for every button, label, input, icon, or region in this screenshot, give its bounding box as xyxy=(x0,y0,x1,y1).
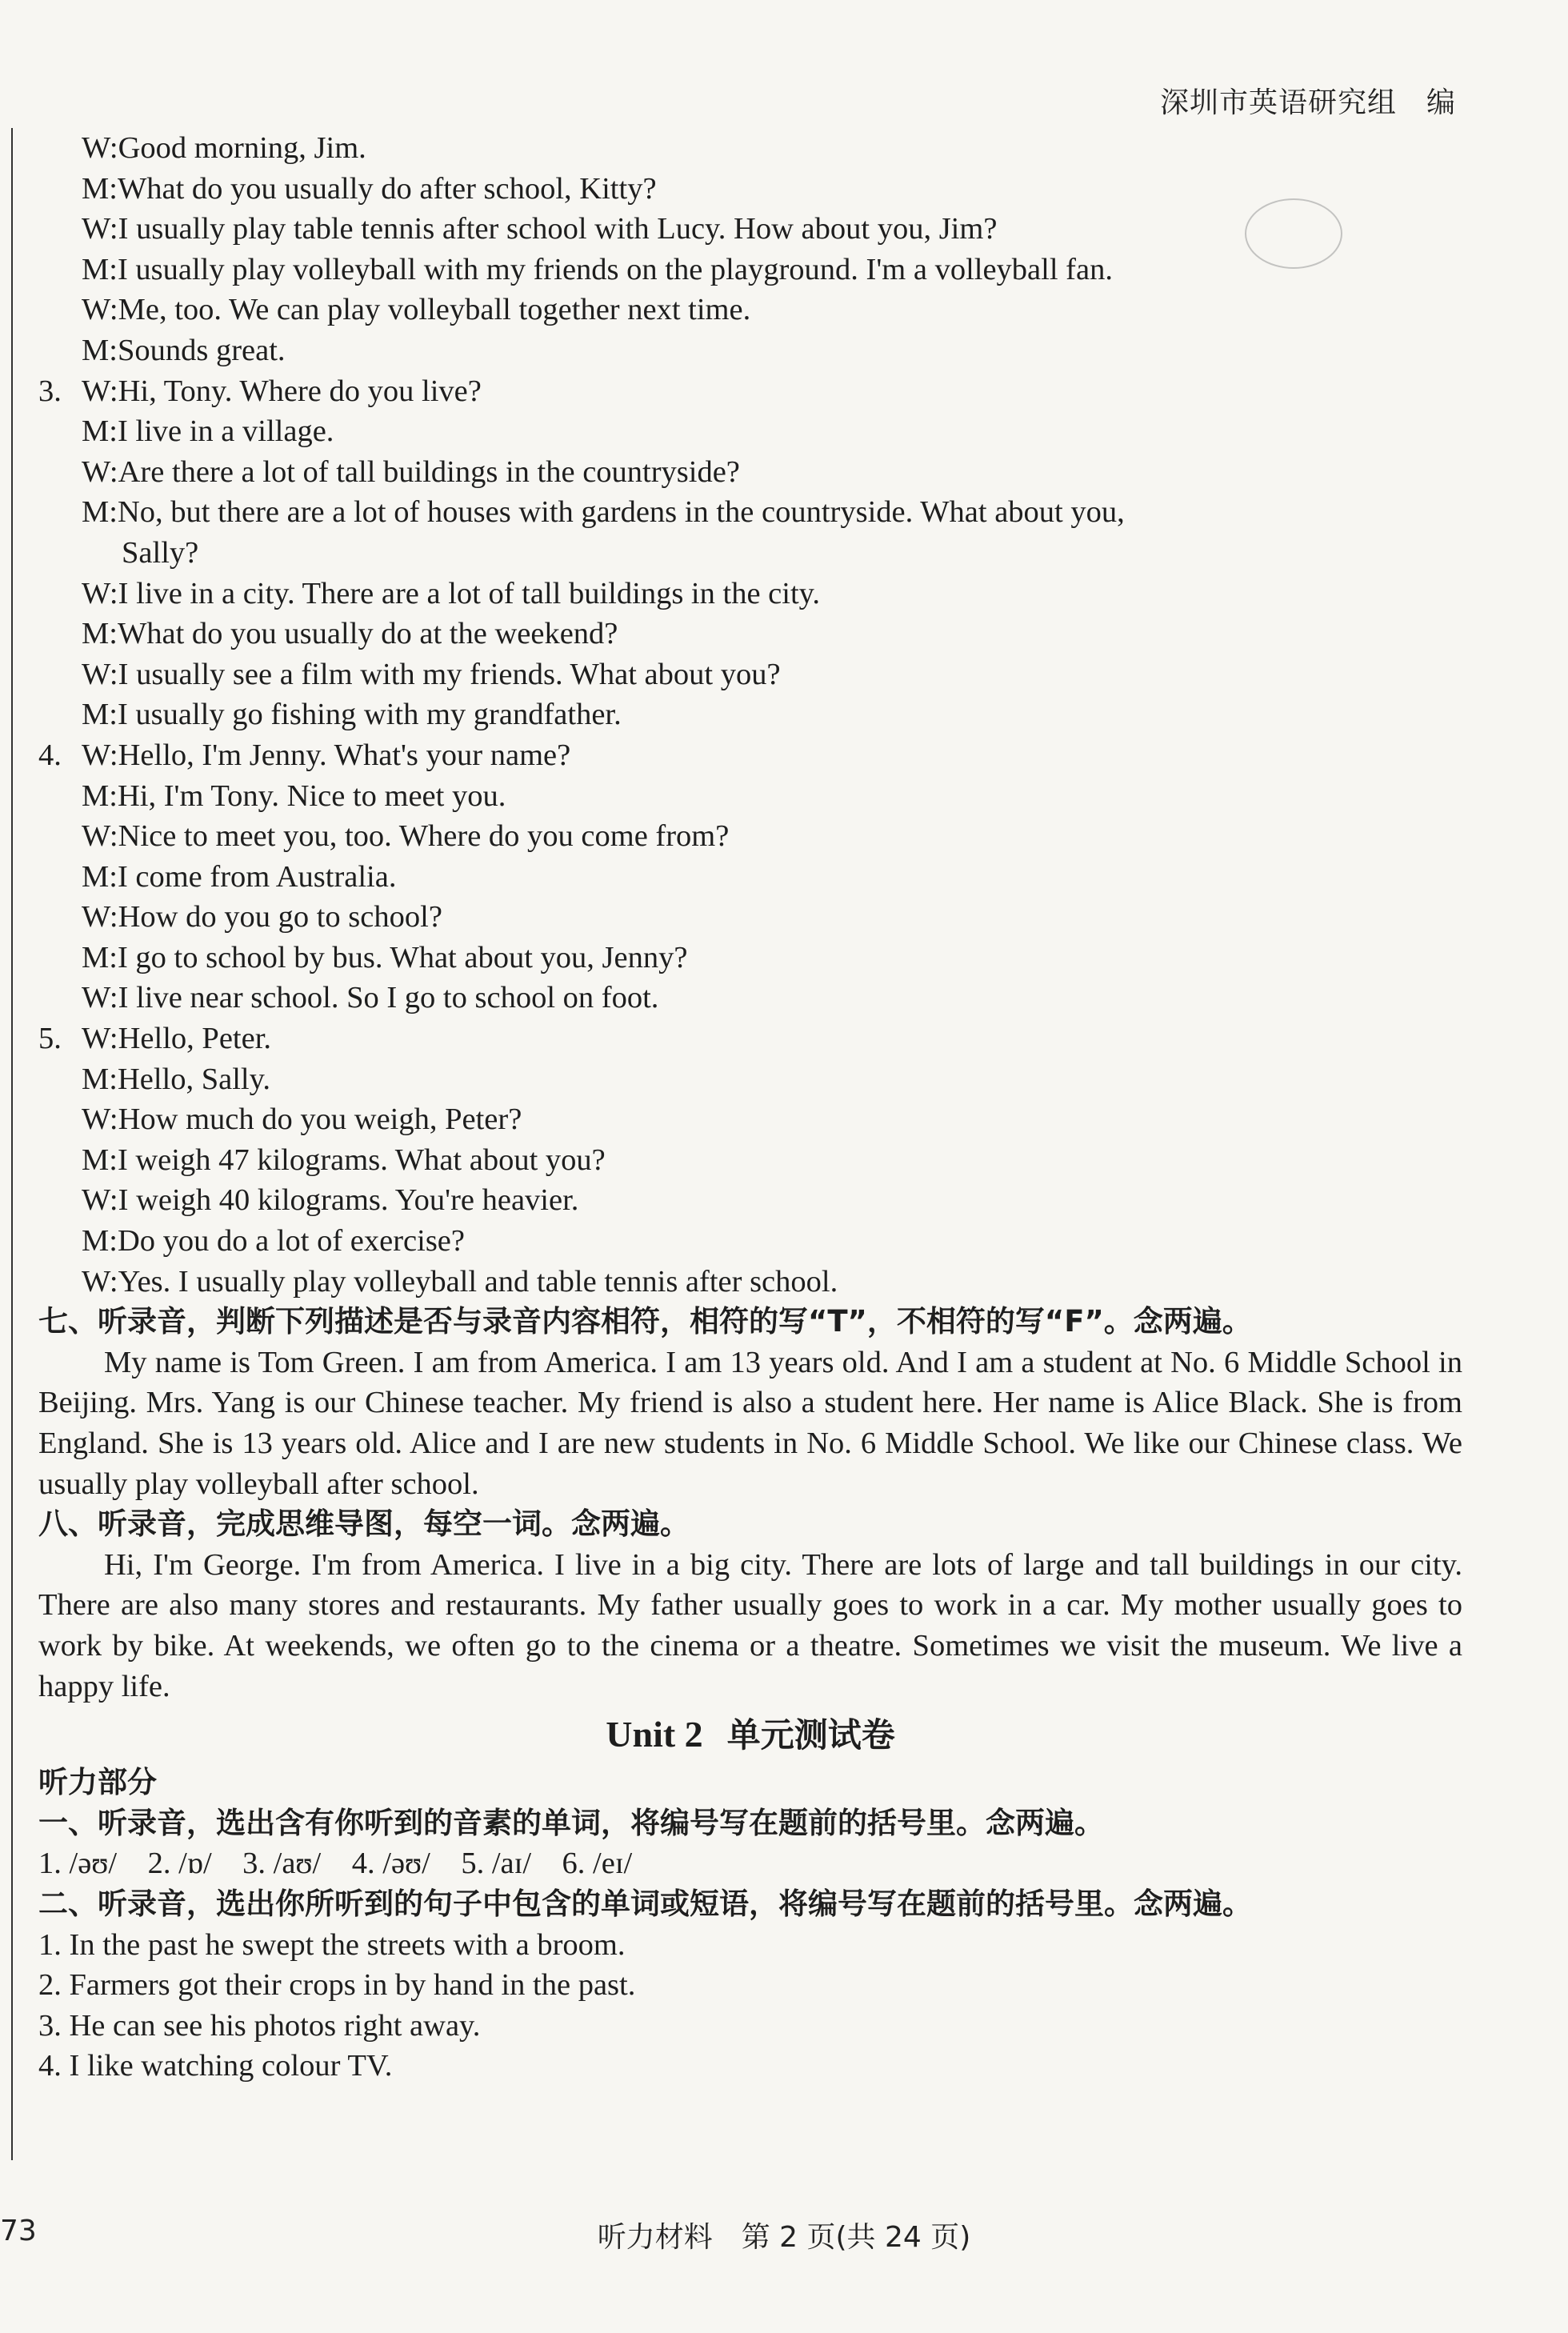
speaker-colon: : xyxy=(109,778,118,813)
dialogue-line xyxy=(38,574,1462,614)
speaker-label: W xyxy=(82,212,110,246)
dialogue-text: Hello, I'm Jenny. What's your name? xyxy=(118,738,571,772)
dialogue-line xyxy=(38,938,1462,978)
section-7-heading: 七、听录音，判断下列描述是否与录音内容相符，相符的写“T”，不相符的写“F”。念两遍。 xyxy=(38,1304,1252,1339)
dialogue-line xyxy=(38,1180,1462,1221)
dialogue-text: I usually play volleyball with my friends on the playground. I'm a volleyball fan. xyxy=(117,252,1113,286)
speaker-colon: : xyxy=(109,576,118,610)
dialogue-line xyxy=(38,209,1462,250)
item-number: 5. xyxy=(38,1022,62,1056)
speaker-colon: : xyxy=(109,1224,118,1259)
question-2-items xyxy=(38,1925,1462,2087)
dialogue-text: Hello, Peter. xyxy=(118,1022,272,1056)
dialogue-text: I usually go fishing with my grandfather. xyxy=(117,698,622,732)
dialogue-text: I live near school. So I go to school on foot. xyxy=(118,981,659,1015)
speaker-label: W xyxy=(82,900,110,934)
dialogue-block-2 xyxy=(38,574,1462,1303)
dialogue-line xyxy=(38,614,1462,654)
speaker-colon: : xyxy=(109,374,118,408)
speaker-colon: : xyxy=(109,657,118,691)
speaker-label: M xyxy=(82,171,110,206)
question-2-item: 3. He can see his photos right away. xyxy=(38,2008,481,2043)
dialogue-text: Do you do a lot of exercise? xyxy=(117,1224,465,1259)
speaker-colon: : xyxy=(109,940,118,974)
dialogue-line xyxy=(38,978,1462,1018)
section-8-heading: 八、听录音，完成思维导图，每空一词。念两遍。 xyxy=(38,1507,690,1542)
dialogue-text: Hi, I'm Tony. Nice to meet you. xyxy=(117,778,506,813)
dialogue-line xyxy=(38,290,1462,330)
question-1-items: 1. /əʊ/ 2. /ɒ/ 3. /aʊ/ 4. /əʊ/ 5. /aɪ/ 6. /eɪ/ xyxy=(38,1847,633,1881)
speaker-label: M xyxy=(82,1224,110,1259)
question-2-item: 1. In the past he swept the streets with a broom. xyxy=(38,1927,626,1962)
speaker-colon: : xyxy=(109,859,118,894)
dialogue-line xyxy=(38,169,1462,210)
section-7-passage xyxy=(38,1343,1462,1504)
speaker-label: M xyxy=(82,617,110,651)
speaker-label: M xyxy=(82,778,110,813)
speaker-label: W xyxy=(82,819,110,854)
speaker-colon: : xyxy=(109,454,118,489)
dialogue-text: Hello, Sally. xyxy=(117,1062,270,1096)
dialogue-line xyxy=(38,857,1462,898)
speaker-label: W xyxy=(82,1264,110,1299)
dialogue-text: Hi, Tony. Where do you live? xyxy=(118,374,482,408)
content-column xyxy=(38,128,1462,2087)
question-2-heading: 二、听录音，选出你所听到的句子中包含的单词或短语，将编号写在题前的括号里。念两遍。 xyxy=(38,1886,1252,1921)
speaker-colon: : xyxy=(109,738,118,772)
speaker-colon: : xyxy=(109,171,118,206)
margin-rule xyxy=(11,128,13,2160)
speaker-colon: : xyxy=(109,293,118,327)
dialogue-line xyxy=(38,776,1462,817)
dialogue-line xyxy=(38,411,1462,452)
dialogue-line xyxy=(38,897,1462,938)
speaker-colon: : xyxy=(109,698,118,732)
question-2-item: 2. Farmers got their crops in by hand in the past. xyxy=(38,1968,636,2003)
dialogue-line xyxy=(38,1262,1462,1303)
dialogue-text: I go to school by bus. What about you, Jenny? xyxy=(117,940,688,974)
unit-title xyxy=(38,1707,1462,1763)
dialogue-line xyxy=(38,694,1462,735)
dialogue-line xyxy=(38,1140,1462,1181)
speaker-colon: : xyxy=(109,1142,118,1177)
dialogue-text: Yes. I usually play volleyball and table tennis after school. xyxy=(118,1264,838,1299)
speaker-label: W xyxy=(82,657,110,691)
speaker-colon: : xyxy=(109,1022,118,1056)
dialogue-text: I usually play table tennis after school with Lucy. How about you, Jim? xyxy=(118,212,998,246)
dialogue-text: Are there a lot of tall buildings in the countryside? xyxy=(118,454,740,489)
speaker-colon: : xyxy=(109,981,118,1015)
dialogue-continuation: Sally? xyxy=(122,535,199,570)
speaker-colon: : xyxy=(109,1183,118,1218)
dialogue-text: I come from Australia. xyxy=(117,859,397,894)
dialogue-line xyxy=(38,1221,1462,1262)
dialogue-line xyxy=(38,250,1462,290)
speaker-label: W xyxy=(82,738,110,772)
speaker-label: W xyxy=(82,576,110,610)
dialogue-text: No, but there are a lot of houses with gardens in the countryside. What about you, xyxy=(117,495,1125,530)
speaker-colon: : xyxy=(109,1062,118,1096)
dialogue-line xyxy=(38,1059,1462,1100)
speaker-colon: : xyxy=(109,212,118,246)
dialogue-text: Sounds great. xyxy=(117,333,286,367)
speaker-label: M xyxy=(82,333,110,367)
dialogue-line xyxy=(38,452,1462,493)
dialogue-text: What do you usually do after school, Kitty? xyxy=(117,171,657,206)
question-2-item: 4. I like watching colour TV. xyxy=(38,2049,393,2083)
dialogue-text: I usually see a film with my friends. What about you? xyxy=(118,657,781,691)
speaker-label: W xyxy=(82,981,110,1015)
dialogue-line xyxy=(38,330,1462,371)
dialogue-text: Nice to meet you, too. Where do you come from? xyxy=(118,819,730,854)
speaker-colon: : xyxy=(109,495,118,530)
dialogue-block-1 xyxy=(38,128,1462,533)
dialogue-line xyxy=(38,654,1462,695)
dialogue-text: How do you go to school? xyxy=(118,900,442,934)
unit-title-en: Unit 2 xyxy=(606,1714,703,1755)
speaker-colon: : xyxy=(109,333,118,367)
speaker-label: M xyxy=(82,859,110,894)
dialogue-line xyxy=(38,492,1462,533)
speaker-colon: : xyxy=(109,1264,118,1299)
speaker-label: M xyxy=(82,1142,110,1177)
speaker-colon: : xyxy=(109,414,118,449)
dialogue-text: I live in a village. xyxy=(117,414,334,449)
speaker-colon: : xyxy=(109,1102,118,1137)
speaker-colon: : xyxy=(109,900,118,934)
speaker-label: W xyxy=(82,454,110,489)
question-1-heading: 一、听录音，选出含有你听到的音素的单词，将编号写在题前的括号里。念两遍。 xyxy=(38,1805,1104,1840)
speaker-colon: : xyxy=(109,819,118,854)
speaker-label: M xyxy=(82,1062,110,1096)
dialogue-text: I live in a city. There are a lot of tall buildings in the city. xyxy=(118,576,821,610)
item-number: 3. xyxy=(38,374,62,408)
speaker-label: W xyxy=(82,1022,110,1056)
dialogue-text: How much do you weigh, Peter? xyxy=(118,1102,522,1137)
listening-part-label: 听力部分 xyxy=(38,1765,157,1800)
speaker-label: M xyxy=(82,495,110,530)
dialogue-text: What do you usually do at the weekend? xyxy=(117,617,618,651)
speaker-label: W xyxy=(82,1102,110,1137)
speaker-label: W xyxy=(82,1183,110,1218)
dialogue-line xyxy=(38,371,1462,412)
speaker-label: M xyxy=(82,252,110,286)
dialogue-line xyxy=(38,1099,1462,1140)
dialogue-text: I weigh 40 kilograms. You're heavier. xyxy=(118,1183,579,1218)
speaker-label: W xyxy=(82,374,110,408)
header-credit: 深圳市英语研究组 编 xyxy=(1159,86,1456,119)
speaker-label: M xyxy=(82,698,110,732)
speaker-colon: : xyxy=(109,252,118,286)
speaker-label: W xyxy=(82,293,110,327)
section-8-text: Hi, I'm George. I'm from America. I live in a big city. There are lots of large and tall buildings in our city. There are also many stores and restaurants. My father usually goes to work in a car. My mother usually goes to work by bike. At weekends, we often go to the cinema or a theatre. Sometimes we visit the museum. We live a happy life. xyxy=(38,1547,1462,1703)
speaker-label: W xyxy=(82,131,110,165)
page-footer: 听力材料 第 2 页(共 24 页) xyxy=(597,2221,971,2254)
speaker-label: M xyxy=(82,414,110,449)
dialogue-text: I weigh 47 kilograms. What about you? xyxy=(117,1142,606,1177)
dialogue-line xyxy=(38,1018,1462,1059)
item-number: 4. xyxy=(38,738,62,772)
speaker-label: M xyxy=(82,940,110,974)
dialogue-text: Me, too. We can play volleyball together next time. xyxy=(118,293,751,327)
dialogue-line xyxy=(38,735,1462,776)
section-7-text: My name is Tom Green. I am from America. I am 13 years old. And I am a student at No. 6 Middle School in Beijing. Mrs. Yang is our Chinese teacher. My friend is also a student here. Her name is Alice Black. She is from England. She is 13 years old. Alice and I are new students in No. 6 Middle School. We like our Chinese class. We usually play volleyball after school. xyxy=(38,1345,1462,1501)
dialogue-line xyxy=(38,816,1462,857)
speaker-colon: : xyxy=(109,131,118,165)
unit-title-zh: 单元测试卷 xyxy=(726,1715,895,1755)
dialogue-text: Good morning, Jim. xyxy=(118,131,366,165)
speaker-colon: : xyxy=(109,617,118,651)
page-corner-number: 73 xyxy=(0,2215,37,2247)
section-8-passage xyxy=(38,1545,1462,1707)
dialogue-line xyxy=(38,128,1462,169)
